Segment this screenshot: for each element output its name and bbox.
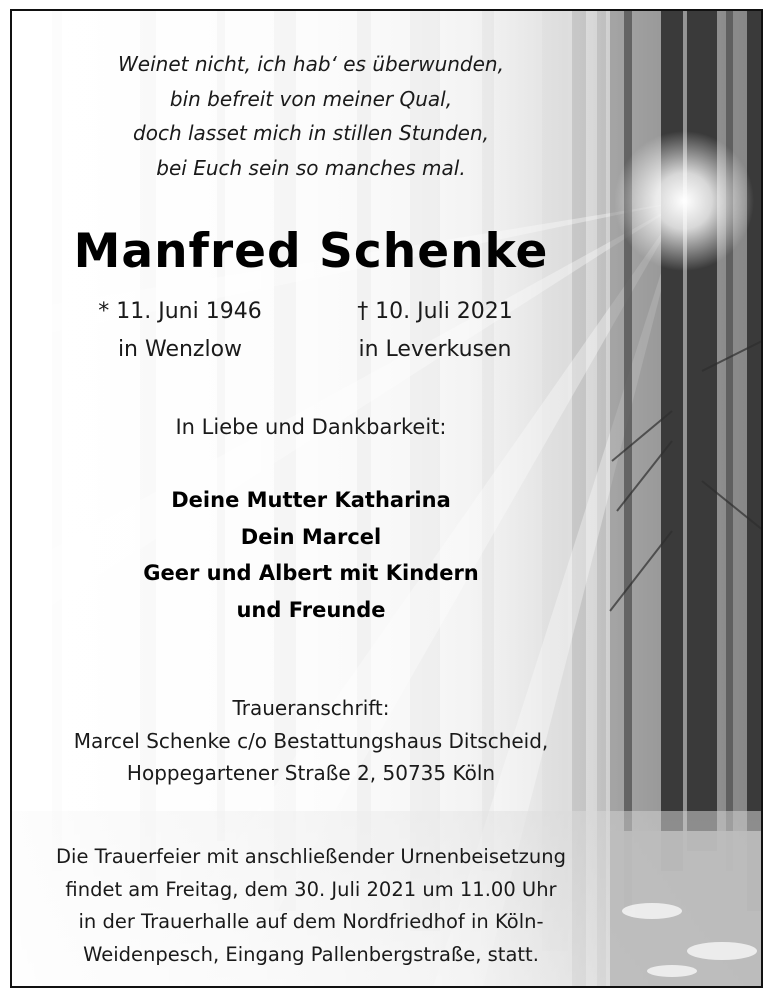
birth-date: * 11. Juni 1946: [98, 299, 262, 324]
poem-line: bei Euch sein so manches mal.: [156, 155, 466, 180]
ceremony-line: Weidenpesch, Eingang Pallenbergstraße, statt.: [83, 942, 539, 966]
poem-line: doch lasset mich in stillen Stunden,: [133, 121, 489, 145]
address-line: Hoppegartener Straße 2, 50735 Köln: [126, 761, 496, 785]
poem-line: bin befreit von meiner Qual,: [169, 86, 453, 111]
notice-text: [12, 11, 610, 988]
death-date: † 10. Juli 2021: [357, 299, 513, 324]
birth-info: [50, 293, 310, 369]
dedication-line: In Liebe und Dankbarkeit:: [175, 415, 447, 439]
mourner-entry: und Freunde: [236, 597, 386, 622]
obituary-notice: [10, 9, 763, 988]
mourner-entry: Dein Marcel: [240, 524, 382, 549]
death-info: [305, 293, 565, 369]
mourner-entry: Deine Mutter Katharina: [171, 488, 451, 512]
death-place: in Leverkusen: [358, 337, 512, 362]
mourning-address: [12, 692, 610, 790]
memorial-poem: [12, 47, 610, 185]
address-line: Marcel Schenke c/o Bestattungshaus Ditscheid,: [73, 728, 549, 753]
ceremony-line: findet am Freitag, dem 30. Juli 2021 um 11.00 Uhr: [65, 877, 557, 901]
poem-line: Weinet nicht, ich hab‘ es überwunden,: [118, 52, 504, 76]
birth-place: in Wenzlow: [117, 337, 243, 362]
ceremony-line: Die Trauerfeier mit anschließender Urnenbeisetzung: [56, 845, 566, 868]
address-label: Traueranschrift:: [232, 696, 390, 720]
ceremony-line: in der Trauerhalle auf dem Nordfriedhof in Köln-: [78, 910, 544, 933]
mourners-list: [12, 482, 610, 628]
ceremony-details: [12, 841, 610, 971]
mourner-entry: Geer und Albert mit Kindern: [143, 561, 479, 585]
deceased-name: Manfred Schenke: [73, 224, 549, 279]
